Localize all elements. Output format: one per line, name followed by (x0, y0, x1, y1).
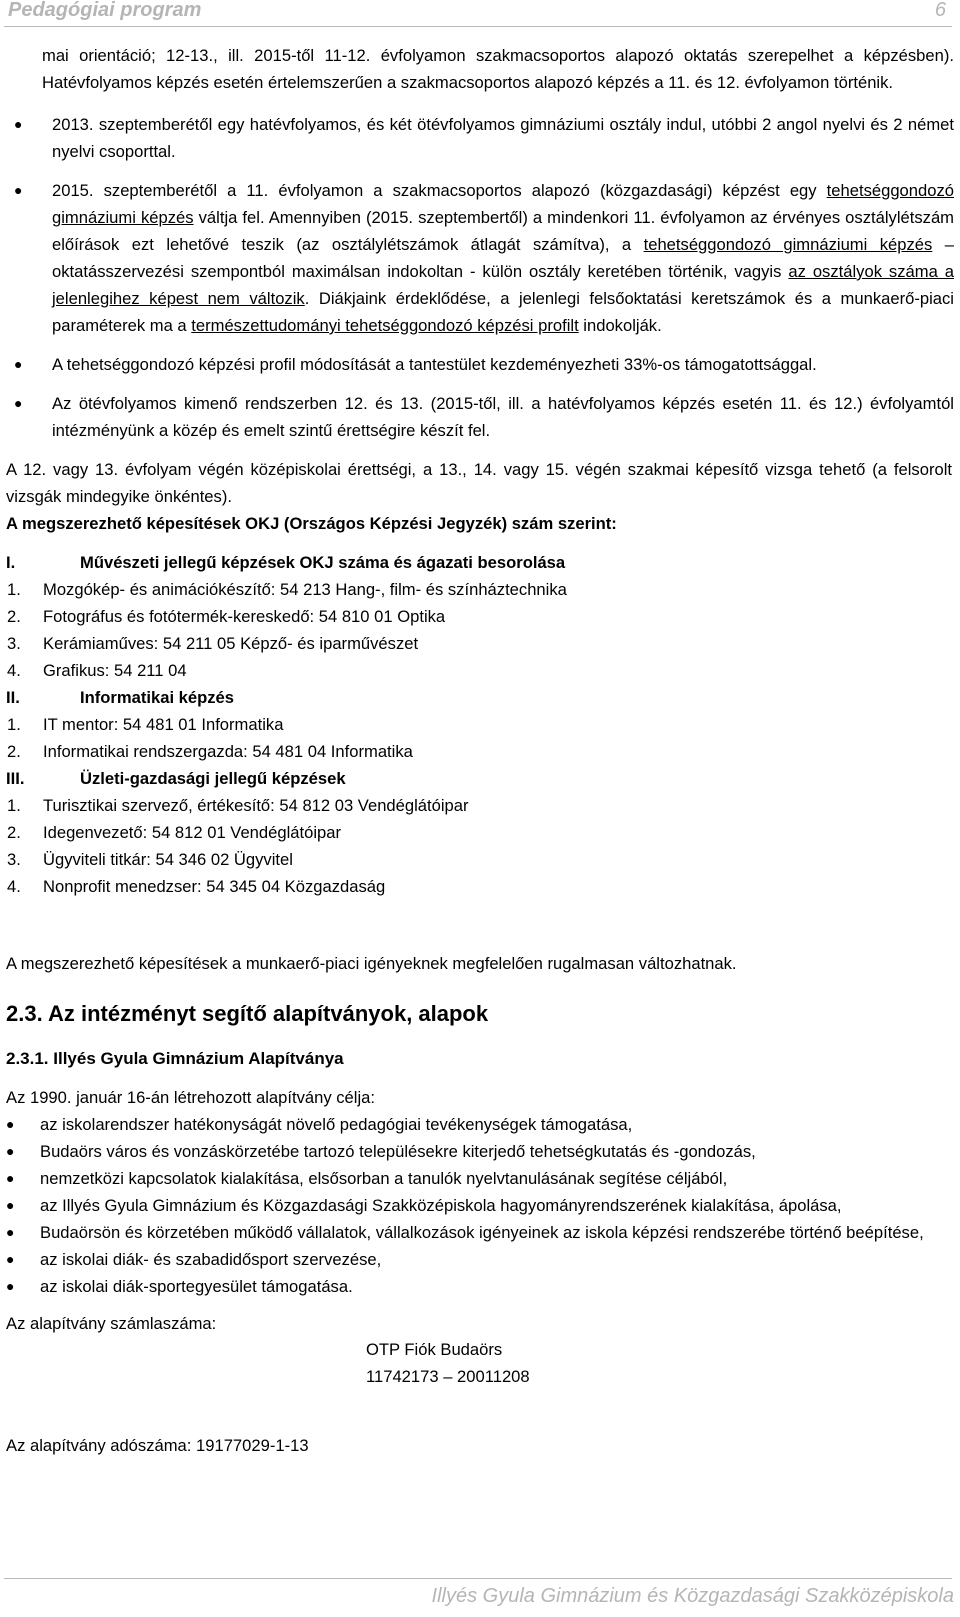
qualification-note: A megszerezhető képesítések a munkaerő-piaci igényeknek megfelelően rugalmasan változhatnak. (6, 954, 737, 973)
section-heading-2-3-1: 2.3.1. Illyés Gyula Gimnázium Alapítványa (6, 1049, 344, 1068)
bullet-text: 2013. szeptemberétől egy hatévfolyamos, és két ötévfolyamos gimnáziumi osztály indul, utóbbi 2 angol nyelvi és 2 német nyelvi csoporttal. (52, 115, 954, 161)
bullet-item (6, 351, 954, 378)
item-text: Turisztikai szervező, értékesítő: 54 812 03 Vendéglátóipar (43, 796, 469, 815)
goal-text: az iskolai diák- és szabadidősport szervezése, (40, 1250, 382, 1269)
page-header (4, 0, 952, 27)
group-roman-numeral: I. (6, 553, 16, 572)
goal-item (6, 1111, 952, 1138)
item-number: 3. (7, 850, 21, 869)
item-text: Informatikai rendszergazda: 54 481 04 Informatika (43, 742, 413, 761)
bullet-text: – oktatásszervezési szempontból maximálsan indokoltan - külön osztály keretében történik, vagyis (52, 235, 955, 281)
qualification-item (6, 630, 954, 657)
bullet-item (6, 111, 954, 165)
qualification-item (6, 603, 954, 630)
account-label: Az alapítvány számlaszáma: (6, 1314, 217, 1333)
item-number: 1. (7, 796, 21, 815)
underlined-text: természettudományi tehetséggondozó képzési profilt (191, 316, 579, 335)
item-text: Grafikus: 54 211 04 (43, 661, 187, 680)
bullet-text: . Diákjaink érdeklődése, a jelenlegi felsőoktatási keretszámok és a munkaerő-piaci paraméterek ma a (52, 289, 954, 335)
bullet-icon: ● (6, 1278, 15, 1294)
bullet-icon: ● (14, 182, 23, 198)
item-text: Fotográfus és fotótermék-kereskedő: 54 810 01 Optika (43, 607, 446, 626)
item-number: 2. (7, 742, 21, 761)
qualification-item (6, 846, 954, 873)
item-number: 1. (7, 715, 21, 734)
item-number: 4. (7, 877, 21, 896)
item-number: 2. (7, 823, 21, 842)
bullet-icon: ● (6, 1251, 15, 1267)
group-title: Informatikai képzés (80, 688, 235, 707)
bullet-item (6, 390, 954, 444)
tax-number: Az alapítvány adószáma: 19177029-1-13 (6, 1436, 309, 1455)
bank-name: OTP Fiók Budaörs (366, 1340, 503, 1359)
bullet-text: 2015. szeptemberétől a 11. évfolyamon a szakmacsoportos alapozó (közgazdasági) képzést egy (52, 181, 827, 200)
goal-item (6, 1273, 952, 1300)
goal-text: az iskolarendszer hatékonyságát növelő pedagógiai tevékenységek támogatása, (40, 1115, 633, 1134)
goal-text: az Illyés Gyula Gimnázium és Közgazdasági Szakközépiskola hagyományrendszerének kialakítása, ápolása, (40, 1196, 842, 1215)
group-roman-numeral: II. (6, 688, 20, 707)
footer-divider (4, 1578, 952, 1579)
item-number: 4. (7, 661, 21, 680)
underlined-text: tehetséggondozó gimnáziumi képzés (52, 181, 954, 227)
header-page-number: 6 (934, 0, 946, 21)
goal-item (6, 1219, 952, 1246)
goal-item (6, 1138, 952, 1165)
qualification-item (6, 576, 954, 603)
page-content (6, 42, 954, 1406)
goal-text: Budaörsön és körzetében működő vállalatok, vállalkozások igényeinek az iskola képzési rendszerébe történő beépítése, (40, 1223, 924, 1242)
bullet-item (6, 177, 954, 339)
bullet-icon: ● (14, 356, 23, 372)
bullet-text: váltja fel. Amennyiben (2015. szeptembertől) a mindenkori 11. évfolyamon az érvényes osztálylétszám előírások ezt lehetővé teszik (az osztálylétszámok átlagát számítva), a (52, 208, 954, 254)
goal-item (6, 1246, 952, 1273)
qualification-group-heading (6, 684, 954, 711)
item-text: Idegenvezető: 54 812 01 Vendéglátóipar (43, 823, 342, 842)
item-text: IT mentor: 54 481 01 Informatika (43, 715, 284, 734)
bullet-icon: ● (6, 1197, 15, 1213)
account-block (6, 1310, 954, 1406)
qualification-group-heading (6, 549, 954, 576)
item-number: 2. (7, 607, 21, 626)
qualification-item (6, 738, 954, 765)
qualification-item (6, 711, 954, 738)
bullet-icon: ● (6, 1170, 15, 1186)
bullet-text: indokolják. (578, 316, 662, 335)
bullet-icon: ● (6, 1116, 15, 1132)
foundation-goals-list (6, 1111, 954, 1300)
bullet-text: Az ötévfolyamos kimenő rendszerben 12. és 13. (2015-től, ill. a hatévfolyamos képzés esetén 11. és 12.) évfolyamtól intézményünk a közép és emelt szintű érettségire készít fel. (52, 394, 954, 440)
item-number: 1. (7, 580, 21, 599)
group-roman-numeral: III. (6, 769, 25, 788)
item-number: 3. (7, 634, 21, 653)
bullet-icon: ● (14, 116, 23, 132)
footer-text: Illyés Gyula Gimnázium és Közgazdasági Szakközépiskola (431, 1585, 954, 1607)
item-text: Nonprofit menedzser: 54 345 04 Közgazdaság (43, 877, 386, 896)
exam-paragraph: A 12. vagy 13. évfolyam végén középiskolai érettségi, a 13., 14. vagy 15. végén szakmai képesítő vizsga tehető (a felsorolt vizsgák mindegyike önkéntes). (6, 460, 952, 506)
section-heading-2-3: 2.3. Az intézményt segítő alapítványok, alapok (6, 1001, 489, 1026)
item-text: Kerámiaműves: 54 211 05 Képző- és iparművészet (43, 634, 419, 653)
bullet-icon: ● (6, 1143, 15, 1159)
goal-text: az iskolai diák-sportegyesület támogatása. (40, 1277, 353, 1296)
qualification-list (6, 549, 954, 900)
group-title: Üzleti-gazdasági jellegű képzések (80, 769, 346, 788)
bullet-icon: ● (14, 395, 23, 411)
item-text: Ügyviteli titkár: 54 346 02 Ügyvitel (43, 850, 293, 869)
goal-text: nemzetközi kapcsolatok kialakítása, elsősorban a tanulók nyelvtanulásának segítése céljából, (40, 1169, 728, 1188)
goal-item (6, 1165, 952, 1192)
continued-paragraph: mai orientáció; 12-13., ill. 2015-től 11-12. évfolyamon szakmacsoportos alapozó oktatás szerepelhet a képzésben). Hatévfolyamos képzés esetén értelemszerűen a szakmacsoportos alapozó képzés a 11. és 12. évfolyamon történik. (42, 46, 954, 92)
underlined-text: tehetséggondozó gimnáziumi képzés (643, 235, 933, 254)
qualification-item (6, 792, 954, 819)
foundation-intro: Az 1990. január 16-án létrehozott alapítvány célja: (6, 1088, 375, 1107)
bullet-text: A tehetséggondozó képzési profil módosítását a tantestület kezdeményezheti 33%-os támogatottsággal. (52, 355, 817, 374)
bullet-icon: ● (6, 1224, 15, 1240)
qualification-item (6, 873, 954, 900)
goal-text: Budaörs város és vonzáskörzetébe tartozó településekre kiterjedő tehetségkutatás és -gondozás, (40, 1142, 756, 1161)
qualification-group-heading (6, 765, 954, 792)
qualification-item (6, 657, 954, 684)
qualification-item (6, 819, 954, 846)
account-number: 11742173 – 20011208 (366, 1367, 530, 1386)
okj-heading: A megszerezhető képesítések OKJ (Országos Képzési Jegyzék) szám szerint: (6, 514, 617, 533)
item-text: Mozgókép- és animációkészítő: 54 213 Hang-, film- és színháztechnika (43, 580, 567, 599)
underlined-text: az osztályok száma a jelenlegihez képest nem változik (52, 262, 954, 308)
group-title: Művészeti jellegű képzések OKJ száma és ágazati besorolása (80, 553, 566, 572)
header-title: Pedagógiai program (8, 0, 202, 21)
goal-item (6, 1192, 952, 1219)
